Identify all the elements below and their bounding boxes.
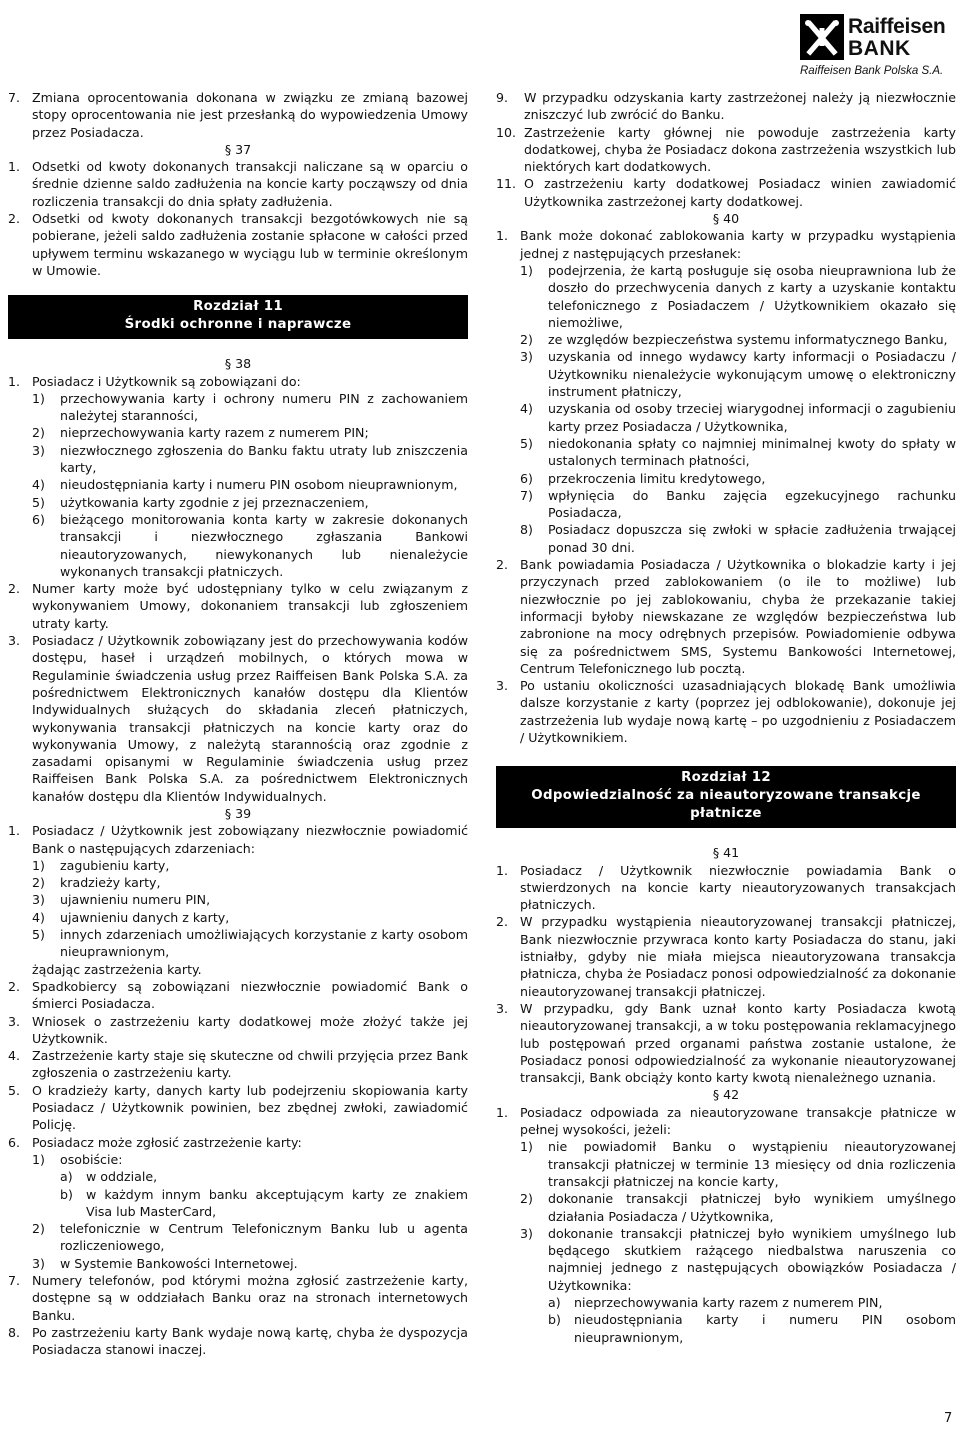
list-item: 4) ujawnieniu danych z karty, xyxy=(32,909,230,925)
section-41-heading: § 41 xyxy=(712,845,740,861)
s39-item-6: 6. Posiadacz może zgłosić zastrzeżenie karty: xyxy=(8,1134,302,1150)
s38-item-3: 3. Posiadacz / Użytkownik zobowiązany jest do przechowywania kodów dostępu, haseł i urządzeń mobilnych, o których mowa w Regulaminie świadczenia usług przez Raiffeisen Bank Polska S.A. za pośrednictwem Elektronicznych kanałów dostępu dla Klientów Indywidualnych służących do składania zleceń płatniczych, wykonywania transakcji płatniczych na koncie karty oraz do wykonywania Umowy, z należytą starannością oraz zgodnie z zasadami opisanymi w Regulaminie świadczenia usług przez Raiffeisen Bank Polska S.A. za pośrednictwem Elektronicznych kanałów dostępu dla Klientów Indywidualnych. xyxy=(8,633,468,804)
list-item: 7) wpłynięcia do Banku zajęcia egzekucyjnego rachunku Posiadacza, xyxy=(520,487,956,521)
s39-item-7: 7. Numery telefonów, pod którymi można zgłosić zastrzeżenie karty, dostępne są w oddziałach Banku oraz na stronach internetowych Banku. xyxy=(8,1273,468,1323)
list-item: 4) nieudostępniania karty i numeru PIN osobom nieuprawnionym, xyxy=(32,477,458,493)
list-item: 2) ze względów bezpieczeństwa systemu informatycznego Banku, xyxy=(520,332,948,348)
list-item: 3) niezwłocznego zgłoszenia do Banku faktu utraty lub zniszczenia karty, xyxy=(32,442,468,476)
chapter-12-subtitle: Odpowiedzialność za nieautoryzowane transakcje płatnicze xyxy=(531,788,921,822)
list-item: 3) ujawnieniu numeru PIN, xyxy=(32,892,211,908)
s38-item-2: 2. Numer karty może być udostępniany tylko w celu związanym z wykonywaniem Umowy, dokonaniem transakcji lub zgłoszeniem utraty karty. xyxy=(8,581,468,631)
s42-item-1: 1. Posiadacz odpowiada za nieautoryzowane transakcje płatnicze w pełnej wysokości, jeżeli: xyxy=(496,1104,956,1138)
list-item: 5) niedokonania spłaty co najmniej minimalnej kwoty do spłaty w ustalonych terminach płatności, xyxy=(520,435,956,469)
s39-1-list xyxy=(8,857,468,961)
s42-1-list xyxy=(496,1138,956,1346)
logo-subtitle: Raiffeisen Bank Polska S.A. xyxy=(800,65,944,77)
s39-6-sub-2: 2) telefonicznie w Centrum Telefonicznym Banku lub u agenta rozliczeniowego, xyxy=(32,1221,468,1254)
raiffeisen-gable-cross-icon xyxy=(800,14,844,60)
s41-item-2: 2. W przypadku wystąpienia nieautoryzowanej transakcji płatniczej, Bank niezwłocznie przywraca konto karty Posiadacza do stanu, jaki istniałby, gdyby nie miała miejsca nieautoryzowana transakcja płatnicza, chyba że Posiadacz ponosi odpowiedzialność za dokonanie nieautoryzowanej transakcji płatniczej. xyxy=(496,914,956,999)
list-item: 6) przekroczenia limitu kredytowego, xyxy=(520,470,766,486)
s39-item-1: 1. Posiadacz / Użytkownik jest zobowiązany niezwłocznie powiadomić Bank o następujących zdarzeniach: xyxy=(8,823,468,856)
paragraph-7: 7. Zmiana oprocentowania dokonana w związku ze zmianą bazowej stopy oprocentowania nie jest przesłanką do wypowiedzenia Umowy przez Posiadacza. xyxy=(8,90,468,140)
list-item: b) w każdym innym banku akceptującym karty ze znakiem Visa lub MasterCard, xyxy=(60,1186,468,1219)
section-38-heading: § 38 xyxy=(224,356,252,372)
list-item: 3) uzyskania od innego wydawcy karty informacji o Posiadaczu / Użytkowniku nienależycie wykonującym umowę o elektroniczny instrument płatniczy, xyxy=(520,349,956,400)
s39-6-sub-1: 1) osobiście: xyxy=(32,1151,123,1167)
s40-item-3: 3. Po ustaniu okoliczności uzasadniających blokadę Bank umożliwia dalsze korzystanie z karty (poprzez jej odblokowanie), dokonuje jej zastrzeżenia lub wydaje nową kartę – po uzgodnieniu z Posiadaczem / Użytkownikiem. xyxy=(496,678,956,745)
list-item: 6) bieżącego monitorowania konta karty w zakresie dokonanych transakcji i niezwłocznego zgłaszania Bankowi nieautoryzowanych, niewykonanych lub nienależycie wykonanych transakcji płatniczych. xyxy=(32,511,468,579)
s39-item-3: 3. Wniosek o zastrzeżeniu karty dodatkowej może złożyć także jej Użytkownik. xyxy=(8,1013,468,1046)
s39-item-2: 2. Spadkobiercy są zobowiązani niezwłocznie powiadomić Bank o śmierci Posiadacza. xyxy=(8,978,468,1012)
logo-name-line2: BANK xyxy=(848,37,911,60)
s39-1-tail: żądając zastrzeżenia karty. xyxy=(32,961,202,977)
chapter-12-banner xyxy=(496,766,956,828)
list-item: 1) podejrzenia, że kartą posługuje się osoba nieuprawniona lub że doszło do przechwycenia danych z karty a uzyskanie kontaktu telefonicznego z Posiadaczem / Użytkownikiem okazało się niemożliwe, xyxy=(520,262,956,330)
list-item: b) nieudostępniania karty i numeru PIN osobom nieuprawnionym, xyxy=(548,1312,956,1345)
chapter-11-subtitle: Środki ochronne i naprawcze xyxy=(124,317,352,333)
list-item: 5) innych zdarzeniach umożliwiających korzystanie z karty osobom nieuprawnionym, xyxy=(32,927,468,960)
section-39-heading: § 39 xyxy=(224,805,252,821)
s37-item-2: 2. Odsetki od kwoty dokonanych transakcji bezgotówkowych nie są pobierane, jeżeli saldo zadłużenia zostanie spłacone w całości przed upływem terminu wskazanego w wyciągu lub w terminie określonym w Umowie. xyxy=(8,211,468,278)
left-column xyxy=(8,89,468,1358)
section-37-heading: § 37 xyxy=(224,141,252,157)
list-item: 1) zagubieniu karty, xyxy=(32,857,170,873)
list-item: 1) nie powiadomił Banku o wystąpieniu nieautoryzowanej transakcji płatniczej w terminie 13 miesięcy od dnia rozliczenia transakcji płatniczej na koncie karty, xyxy=(520,1139,956,1189)
list-item: 4) uzyskania od osoby trzeciej wiarygodnej informacji o zagubieniu karty przez Posiadacza / Użytkownika, xyxy=(520,401,956,434)
s39-item-4: 4. Zastrzeżenie karty staje się skuteczne od chwili przyjęcia przez Bank zgłoszenia o zastrzeżeniu karty. xyxy=(8,1048,468,1081)
s38-1-list xyxy=(8,390,468,580)
s39-item-9: 9. W przypadku odzyskania karty zastrzeżonej należy ją niezwłocznie zniszczyć lub zwrócić do Banku. xyxy=(496,90,956,123)
chapter-11-title: Rozdział 11 xyxy=(193,299,283,315)
s37-item-1: 1. Odsetki od kwoty dokonanych transakcji naliczane są w oparciu o średnie dzienne saldo zadłużenia na koncie karty począwszy od dnia rozliczenia transakcji do dnia spłaty zadłużenia. xyxy=(8,159,468,209)
chapter-12-title: Rozdział 12 xyxy=(681,770,771,786)
list-item: 8) Posiadacz dopuszcza się zwłoki w spłacie zadłużenia trwającej ponad 30 dni. xyxy=(520,522,956,555)
list-item: 2) dokonanie transakcji płatniczej było wynikiem umyślnego działania Posiadacza / Użytkownika, xyxy=(520,1191,956,1224)
s39-item-8: 8. Po zastrzeżeniu karty Bank wydaje nową kartę, chyba że dyspozycja Posiadacza stanowi inaczej. xyxy=(8,1324,468,1358)
s39-item-10: 10. Zastrzeżenie karty głównej nie powoduje zastrzeżenia karty dodatkowej, chyba że Posiadacz dokona zastrzeżenia wszystkich lub niektórych kart dodatkowych. xyxy=(496,124,956,175)
section-40-heading: § 40 xyxy=(712,211,740,227)
s40-1-list xyxy=(496,262,956,556)
list-item: 1) przechowywania karty i ochrony numeru PIN z zachowaniem należytej staranności, xyxy=(32,390,468,424)
list-item: 2) kradzieży karty, xyxy=(32,875,161,891)
s40-item-1: 1. Bank może dokonać zablokowania karty w przypadku wystąpienia jednej z następujących przesłanek: xyxy=(496,228,956,261)
s39-6-sub-3: 3) w Systemie Bankowości Internetowej. xyxy=(32,1255,298,1271)
raiffeisen-logo xyxy=(800,12,958,84)
list-item: 3) dokonanie transakcji płatniczej było wynikiem umyślnego lub będącego skutkiem rażącego niedbalstwa naruszenia co najmniej jednego z następujących obowiązków Posiadacza / Użytkownika: xyxy=(520,1225,956,1293)
list-item: 2) nieprzechowywania karty razem z numerem PIN; xyxy=(32,425,369,441)
s41-item-3: 3. W przypadku, gdy Bank uznał konto karty Posiadacza kwotą nieautoryzowanej transakcji, a w toku postępowania reklamacyjnego lub postępowań przed organami państwa zostanie ustalone, że Posiadacz ponosi odpowiedzialność za wykonanie nieautoryzowanej transakcji, Bank obciąży konto karty kwotą nienależnego uznania. xyxy=(496,1000,956,1086)
right-column xyxy=(496,89,956,1346)
s39-item-11: 11. O zastrzeżeniu karty dodatkowej Posiadacz winien zawiadomić Użytkownika zastrzeżonej karty dodatkowej. xyxy=(496,176,956,209)
page-number: 7 xyxy=(944,1411,953,1426)
logo-name-line1: Raiffeisen xyxy=(848,15,946,38)
list-item: 5) użytkowania karty zgodnie z jej przeznaczeniem, xyxy=(32,494,369,510)
list-item: a) nieprzechowywania karty razem z numerem PIN, xyxy=(548,1295,883,1310)
s40-item-2: 2. Bank powiadamia Posiadacza / Użytkownika o blokadzie karty i jej przyczynach przed zablokowaniem (o ile to możliwe) lub niezwłocznie po jej zablokowaniu, chyba że przekazanie takiej informacji byłoby niewskazane ze względów bezpieczeństwa lub zabronione na mocy odrębnych przepisów. Powiadomienie odbywa się za pośrednictwem SMS, Systemu Bankowości Internetowej, Centrum Telefonicznego lub pocztą. xyxy=(496,557,956,676)
s38-item-1: 1. Posiadacz i Użytkownik są zobowiązani do: xyxy=(8,373,301,389)
s41-item-1: 1. Posiadacz / Użytkownik niezwłocznie powiadamia Bank o stwierdzonych na koncie karty nieautoryzowanych transakcjach płatniczych. xyxy=(496,862,956,913)
s39-item-5: 5. O kradzieży karty, danych karty lub podejrzeniu skopiowania karty Posiadacz / Użytkownik powinien, bez zbędnej zwłoki, zawiadomić Policję. xyxy=(8,1082,468,1133)
list-item: a) w oddziale, xyxy=(60,1169,158,1185)
chapter-11-banner xyxy=(8,295,468,339)
section-42-heading: § 42 xyxy=(712,1087,740,1103)
